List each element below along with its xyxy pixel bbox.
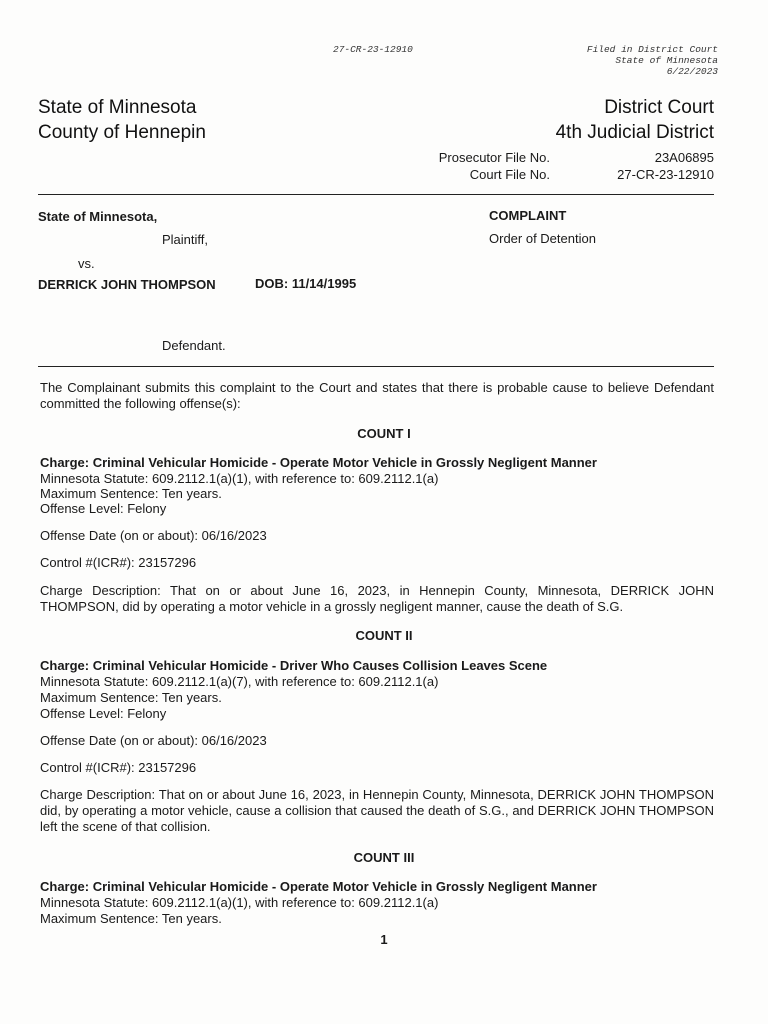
count-statute: Minnesota Statute: 609.2112.1(a)(7), with reference to: 609.2112.1(a)	[40, 674, 439, 689]
count-max-sentence: Maximum Sentence: Ten years.	[40, 690, 222, 705]
caption-district: 4th Judicial District	[555, 122, 714, 143]
count-offense-date: Offense Date (on or about): 06/16/2023	[40, 733, 267, 748]
count-max-sentence: Maximum Sentence: Ten years.	[40, 486, 222, 501]
plaintiff-label: Plaintiff,	[162, 232, 209, 247]
caption-court: District Court	[604, 97, 714, 118]
defendant-dob: DOB: 11/14/1995	[255, 276, 357, 291]
count-statute: Minnesota Statute: 609.2112.1(a)(1), with reference to: 609.2112.1(a)	[40, 471, 439, 486]
filed-stamp-line2: State of Minnesota	[615, 55, 718, 66]
caption-divider	[38, 194, 714, 195]
court-file-label: Court File No.	[469, 167, 550, 182]
court-file-number: 27-CR-23-12910	[617, 167, 714, 182]
prosecutor-file-number: 23A06895	[654, 150, 714, 165]
parties-divider	[38, 366, 714, 367]
filed-stamp-line1: Filed in District Court	[586, 44, 718, 55]
count-offense-level: Offense Level: Felony	[40, 501, 167, 516]
count-charge: Charge: Criminal Vehicular Homicide - Driver Who Causes Collision Leaves Scene	[40, 658, 548, 673]
prosecutor-file-label: Prosecutor File No.	[438, 150, 550, 165]
count-control-number: Control #(ICR#): 23157296	[40, 555, 197, 570]
document-type: COMPLAINT	[489, 208, 567, 223]
defendant-label: Defendant.	[162, 338, 226, 353]
count-heading: COUNT II	[355, 628, 413, 643]
defendant-name: DERRICK JOHN THOMPSON	[38, 277, 216, 292]
count-heading: COUNT III	[353, 850, 415, 865]
versus-label: vs.	[78, 256, 95, 271]
document-subtype: Order of Detention	[489, 231, 596, 246]
count-max-sentence: Maximum Sentence: Ten years.	[40, 911, 222, 926]
caption-state: State of Minnesota	[38, 97, 197, 118]
count-charge: Charge: Criminal Vehicular Homicide - Operate Motor Vehicle in Grossly Negligent Manner	[40, 455, 597, 470]
header-case-number: 27-CR-23-12910	[333, 44, 413, 55]
count-description: Charge Description: That on or about June 16, 2023, in Hennepin County, Minnesota, DERRICK JOHN THOMPSON, did by operating a motor vehicle in a grossly negligent manner, cause the death of S.G.	[40, 583, 714, 614]
intro-paragraph: The Complainant submits this complaint to the Court and states that there is probable cause to believe Defendant committed the following offense(s):	[40, 380, 714, 411]
count-statute: Minnesota Statute: 609.2112.1(a)(1), with reference to: 609.2112.1(a)	[40, 895, 439, 910]
page-number: 1	[380, 932, 388, 947]
count-control-number: Control #(ICR#): 23157296	[40, 760, 197, 775]
count-description: Charge Description: That on or about June 16, 2023, in Hennepin County, Minnesota, DERRICK JOHN THOMPSON did, by operating a motor vehicle, cause a collision that caused the death of S.G., and DERRICK JOHN THOMPSON left the scene of that collision.	[40, 787, 714, 834]
plaintiff-name: State of Minnesota,	[38, 209, 158, 224]
count-charge: Charge: Criminal Vehicular Homicide - Operate Motor Vehicle in Grossly Negligent Manner	[40, 879, 597, 894]
count-offense-level: Offense Level: Felony	[40, 706, 167, 721]
count-offense-date: Offense Date (on or about): 06/16/2023	[40, 528, 267, 543]
caption-county: County of Hennepin	[38, 122, 206, 143]
filed-stamp-date: 6/22/2023	[666, 66, 718, 77]
count-heading: COUNT I	[357, 426, 411, 441]
